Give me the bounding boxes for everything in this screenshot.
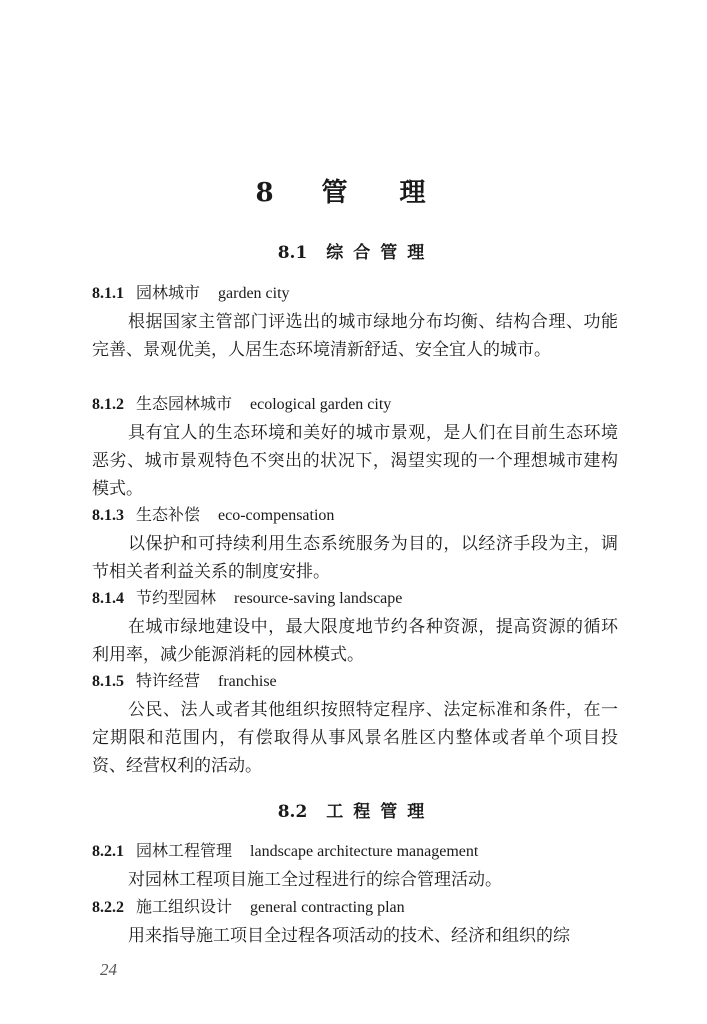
term-number: 8.2.2 (92, 899, 124, 916)
term-chinese: 园林城市 (136, 283, 201, 302)
term-entry (92, 894, 618, 950)
term-heading (92, 894, 618, 920)
term-english: franchise (218, 673, 277, 690)
term-definition: 用来指导施工项目全过程各项活动的技术、经济和组织的综 (128, 926, 570, 946)
term-english: garden city (218, 285, 290, 302)
term-entry (92, 280, 618, 364)
term-chinese: 节约型园林 (136, 588, 217, 607)
term-english: resource-saving landscape (234, 590, 403, 607)
term-entry (92, 391, 618, 503)
section-number: 8.2 (277, 802, 308, 822)
term-number: 8.1.1 (92, 285, 124, 302)
term-entry (92, 585, 618, 669)
chapter-number: 8 (255, 178, 274, 208)
term-heading (92, 502, 618, 528)
chapter-title-char: 管 (321, 178, 348, 208)
section-title-char: 理 (407, 243, 425, 263)
term-number: 8.1.2 (92, 396, 124, 413)
term-definition: 公民、法人或者其他组织按照特定程序、法定标准和条件，在一定期限和范围内，有偿取得从事风景名胜区内整体或者单个项目投资、经营权利的活动。 (92, 700, 618, 776)
term-chinese: 生态园林城市 (136, 394, 233, 413)
term-number: 8.1.4 (92, 590, 124, 607)
term-heading (92, 585, 618, 611)
term-heading (92, 280, 618, 306)
term-chinese: 生态补偿 (136, 505, 201, 524)
term-english: general contracting plan (250, 899, 405, 916)
section-title-char: 管 (380, 243, 398, 263)
term-number: 8.2.1 (92, 843, 124, 860)
term-definition: 以保护和可持续利用生态系统服务为目的，以经济手段为主，调节相关者利益关系的制度安排。 (92, 534, 618, 582)
section-title (0, 797, 707, 822)
term-entry (92, 502, 618, 586)
term-english: eco-compensation (218, 507, 335, 524)
term-chinese: 施工组织设计 (136, 897, 233, 916)
section-title-char: 管 (380, 802, 398, 822)
term-chinese: 特许经营 (136, 671, 201, 690)
chapter-title-char: 理 (399, 178, 426, 208)
term-heading (92, 391, 618, 417)
term-english: landscape architecture management (250, 843, 479, 860)
term-number: 8.1.3 (92, 507, 124, 524)
term-number: 8.1.5 (92, 673, 124, 690)
term-definition: 在城市绿地建设中，最大限度地节约各种资源，提高资源的循环利用率，减少能源消耗的园林模式。 (92, 617, 618, 665)
term-entry (92, 668, 618, 780)
section-title-char: 理 (407, 802, 425, 822)
term-definition: 对园林工程项目施工全过程进行的综合管理活动。 (128, 870, 502, 890)
page-number: 24 (100, 960, 117, 979)
term-definition: 根据国家主管部门评选出的城市绿地分布均衡、结构合理、功能完善、景观优美，人居生态环境清新舒适、安全宜人的城市。 (92, 312, 618, 360)
term-heading (92, 838, 618, 864)
section-title-char: 程 (353, 802, 371, 822)
term-english: ecological garden city (250, 396, 392, 413)
section-title-char: 综 (326, 243, 344, 263)
section-title-char: 合 (353, 243, 371, 263)
term-entry (92, 838, 618, 894)
chapter-title (0, 172, 707, 209)
term-definition: 具有宜人的生态环境和美好的城市景观，是人们在目前生态环境恶劣、城市景观特色不突出的状况下，渴望实现的一个理想城市建构模式。 (92, 423, 618, 499)
section-number: 8.1 (277, 243, 308, 263)
section-title (0, 238, 707, 263)
term-chinese: 园林工程管理 (136, 841, 233, 860)
section-title-char: 工 (326, 802, 344, 822)
term-heading (92, 668, 618, 694)
